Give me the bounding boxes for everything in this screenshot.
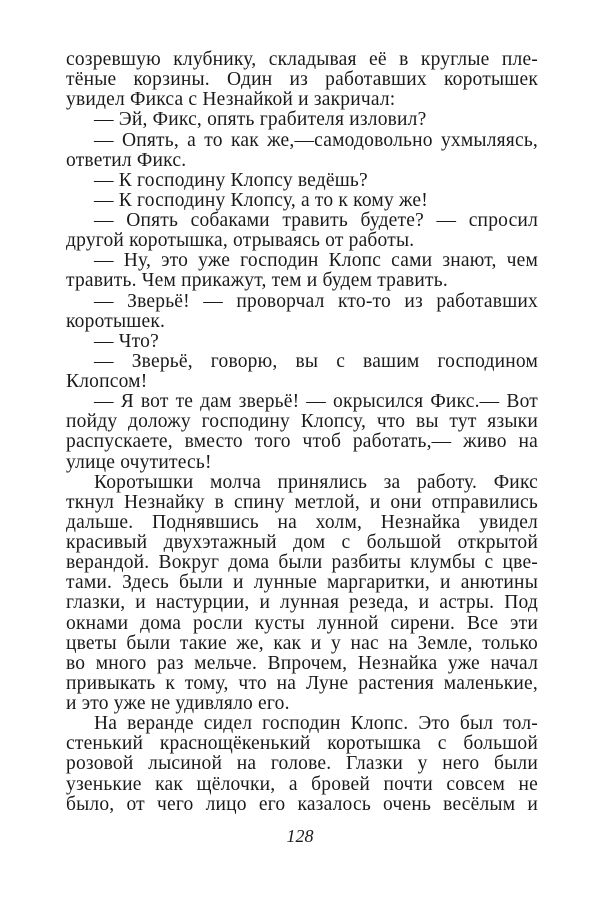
text-line: — Эй, Фикс, опять грабителя изловил? (94, 109, 427, 131)
text-line: во много раз мельче. Впрочем, Незнайка уже начал (66, 652, 538, 674)
text-line: ткнул Незнайку в спину метлой, и они отправились (66, 491, 538, 513)
text-line: тами. Здесь были и лунные маргаритки, и анютины (66, 572, 538, 594)
text-line: цветы были такие же, как и у нас на Земле, только (66, 632, 538, 654)
text-line: — Опять собаками травить будете? — спросил (94, 210, 538, 231)
text-line: Клопсом! (66, 371, 148, 392)
text-line: дальше. Поднявшись на холм, Незнайка увидел (66, 511, 538, 533)
text-line: распускаете, вместо того чтоб работать,— живо на (66, 431, 538, 453)
text-line: — Что? (94, 330, 159, 352)
text-line: ответил Фикс. (66, 149, 187, 171)
page-number: 128 (286, 826, 314, 846)
text-line: розовой лысиной на голове. Глазки у него были (66, 753, 538, 775)
text-line: — Зверьё! — проворчал кто-то из работавших (94, 290, 538, 312)
text-line: Коротышки молча принялись за работу. Фикс (94, 471, 538, 493)
page-text (66, 50, 538, 815)
text-line: красивый двухэтажный дом с большой открытой (66, 532, 538, 553)
text-line: — К господину Клопсу ведёшь? (94, 169, 368, 191)
text-line: другой коротышка, отрываясь от работы. (66, 230, 415, 252)
text-line: узенькие как щёлочки, а бровей почти совсем не (66, 773, 538, 795)
text-line: — Зверьё, говорю, вы с вашим господином (94, 350, 538, 372)
text-line: было, от чего лицо его казалось очень весёлым и (66, 793, 538, 815)
text-line: привыкать к тому, что на Луне растения маленькие, (66, 672, 538, 694)
text-line: стенький краснощёкенький коротышка с большой (66, 733, 538, 755)
text-line: верандой. Вокруг дома были разбиты клумбы с цве- (66, 552, 538, 574)
text-line: — Ну, это уже господин Клопс сами знают, чем (94, 250, 538, 272)
text-line: — К господину Клопсу, а то к кому же! (94, 189, 428, 211)
text-line: тёные корзины. Один из работавших коротышек (66, 69, 538, 91)
text-line: окнами дома росли кусты лунной сирени. Все эти (66, 612, 538, 634)
text-line: увидел Фикса с Незнайкой и закричал: (66, 89, 396, 111)
text-line: На веранде сидел господин Клопс. Это был тол- (94, 713, 538, 735)
text-line: — Опять, а то как же,—самодовольно ухмыляясь, (94, 129, 538, 151)
text-line: травить. Чем прикажут, тем и будем травить. (66, 270, 448, 292)
text-line: глазки, и настурции, и лунная резеда, и астры. Под (66, 592, 538, 614)
text-line: — Я вот те дам зверьё! — окрысился Фикс.— Вот (94, 391, 538, 413)
text-line: и это уже не удивляло его. (66, 693, 290, 714)
text-line: улице очутитесь! (66, 451, 212, 473)
text-line: созревшую клубнику, складывая её в круглые пле- (66, 49, 538, 70)
text-line: пойду доложу господину Клопсу, что вы тут языки (66, 411, 538, 433)
text-line: коротышек. (66, 310, 166, 332)
